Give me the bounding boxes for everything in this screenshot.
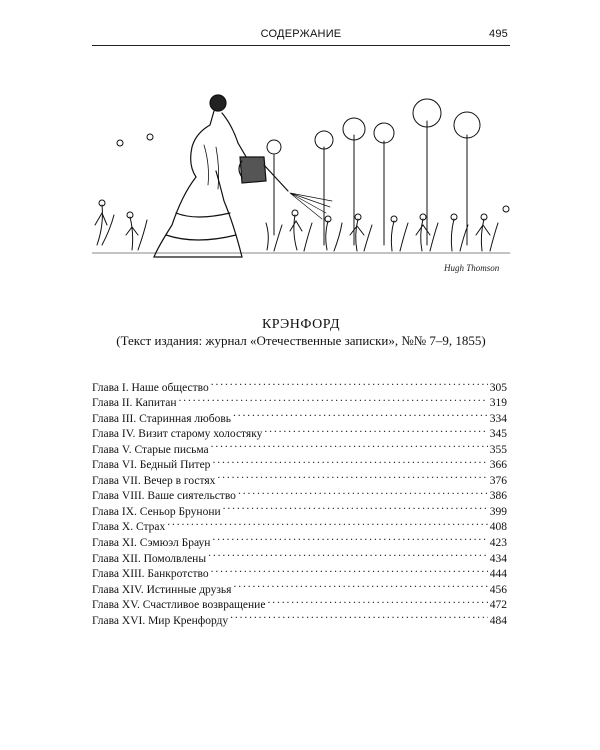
toc-entry-label: Глава XVI. Мир Кренфорду (92, 614, 229, 627)
toc-entry-label: Глава IX. Сеньор Брунони (92, 505, 221, 518)
toc-entry-page: 434 (489, 552, 507, 565)
dot-leader (211, 375, 488, 391)
section-title: КРЭНФОРД (261, 317, 341, 332)
dot-leader (264, 422, 487, 438)
section-subtitle: (Текст издания: журнал «Отечественные записки», №№ 7–9, 1855) (116, 333, 486, 348)
dot-leader (167, 515, 488, 531)
toc-entry-page: 423 (489, 537, 507, 550)
toc-entry-page: 366 (489, 459, 507, 472)
dot-leader (217, 468, 487, 484)
artist-signature: Hugh Thomson (444, 263, 500, 273)
dot-leader (212, 453, 487, 469)
toc-entry-label: Глава VIII. Ваше сиятельство (92, 490, 236, 503)
toc-entry-label: Глава XV. Счастливое возвращение (92, 599, 266, 612)
toc-entry-page: 472 (489, 599, 507, 612)
toc-entry-page: 355 (489, 443, 507, 456)
toc-entry-page: 408 (489, 521, 507, 534)
toc-entry-label: Глава I. Наше общество (92, 381, 209, 394)
toc-entry-label: Глава III. Старинная любовь (92, 412, 231, 425)
woman-figure (154, 95, 252, 257)
dot-leader (267, 593, 487, 609)
toc-entry-label: Глава X. Страх (92, 521, 166, 534)
dot-leader (238, 484, 488, 500)
toc-entry-page: 386 (489, 490, 507, 503)
page-number: 495 (489, 28, 508, 40)
toc-entry-page: 305 (489, 381, 507, 394)
dot-leader (211, 437, 488, 453)
toc-entry-label: Глава VI. Бедный Питер (92, 459, 211, 472)
watering-can (239, 157, 288, 191)
toc-entry-page: 345 (489, 428, 507, 441)
toc-entry-page: 319 (489, 397, 507, 410)
dot-leader (230, 608, 488, 624)
toc-entry-page: 334 (489, 412, 507, 425)
dot-leader (211, 562, 488, 578)
dot-leader (233, 406, 488, 422)
table-of-contents (92, 375, 507, 627)
toc-entry-page: 376 (489, 474, 507, 487)
garden-illustration (92, 85, 512, 285)
toc-entry-label: Глава II. Капитан (92, 397, 177, 410)
flower-bed (92, 205, 510, 253)
rose-trees (267, 99, 480, 245)
toc-entry-label: Глава XIII. Банкротство (92, 568, 209, 581)
dot-leader (223, 499, 488, 515)
dot-leader (208, 546, 488, 562)
dot-leader (212, 530, 487, 546)
toc-entry[interactable] (92, 375, 507, 394)
toc-entry-label: Глава XIV. Истинные друзья (92, 583, 232, 596)
toc-entry-page: 456 (489, 583, 507, 596)
running-head-title: СОДЕРЖАНИЕ (260, 28, 342, 40)
toc-entry-label: Глава XI. Сэмюэл Браун (92, 537, 211, 550)
toc-entry-page: 399 (489, 505, 507, 518)
toc-entry-label: Глава V. Старые письма (92, 443, 209, 456)
dot-leader (179, 391, 488, 407)
dot-leader (233, 577, 487, 593)
flower-heads (99, 134, 509, 222)
toc-entry-label: Глава XII. Помолвлены (92, 552, 207, 565)
toc-entry-label: Глава IV. Визит старому холостяку (92, 428, 263, 441)
toc-entry-label: Глава VII. Вечер в гостях (92, 474, 216, 487)
toc-entry-page: 444 (489, 568, 507, 581)
water-spray (290, 193, 332, 219)
toc-entry-page: 484 (489, 614, 507, 627)
running-head (92, 25, 510, 46)
